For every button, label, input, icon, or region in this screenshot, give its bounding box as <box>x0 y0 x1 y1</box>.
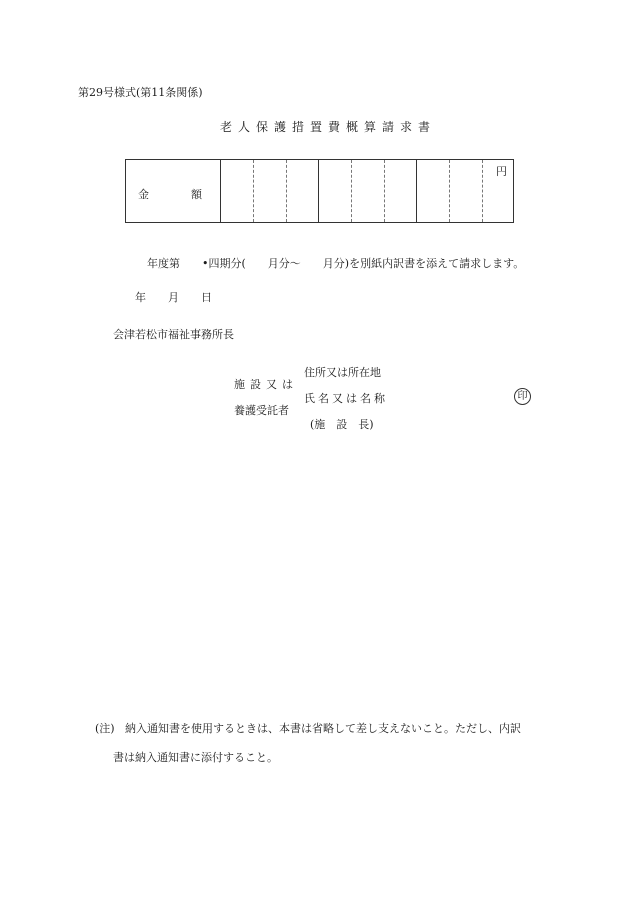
amount-digit-divider <box>351 160 352 222</box>
amount-cell-divider <box>220 160 221 222</box>
document-title: 老人保護措置費概算請求書 <box>220 120 437 134</box>
amount-digit-divider <box>384 160 385 222</box>
amount-label: 金額 <box>138 188 244 201</box>
director-field-label: (施 設 長) <box>310 418 374 431</box>
note-text-line1: 納入通知書を使用するときは、本書は省略して差し支えないこと。ただし、内訳 <box>125 722 521 735</box>
amount-digit-divider <box>482 160 483 222</box>
address-field-label: 住所又は所在地 <box>304 366 381 379</box>
amount-digit-divider <box>286 160 287 222</box>
recipient-name: 会津若松市福祉事務所長 <box>113 328 234 341</box>
amount-digit-divider <box>253 160 254 222</box>
note-label: (注) <box>95 722 115 735</box>
name-field-label: 氏名又は名称 <box>304 392 388 405</box>
yen-unit-label: 円 <box>496 165 507 178</box>
date-line: 年 月 日 <box>135 291 212 304</box>
amount-group-divider <box>318 160 319 222</box>
request-statement: 年度第 •四期分( 月分〜 月分)を別紙内訳書を添えて請求します。 <box>147 257 525 270</box>
amount-table <box>125 159 514 223</box>
note-text-line2: 書は納入通知書に添付すること。 <box>113 751 278 764</box>
applicant-type-line2: 養護受託者 <box>234 404 289 417</box>
seal-mark-icon: 印 <box>514 388 531 405</box>
applicant-type-line1: 施設又は <box>234 378 298 391</box>
amount-group-divider <box>416 160 417 222</box>
amount-digit-divider <box>449 160 450 222</box>
form-number-label: 第29号様式(第11条関係) <box>78 86 203 99</box>
